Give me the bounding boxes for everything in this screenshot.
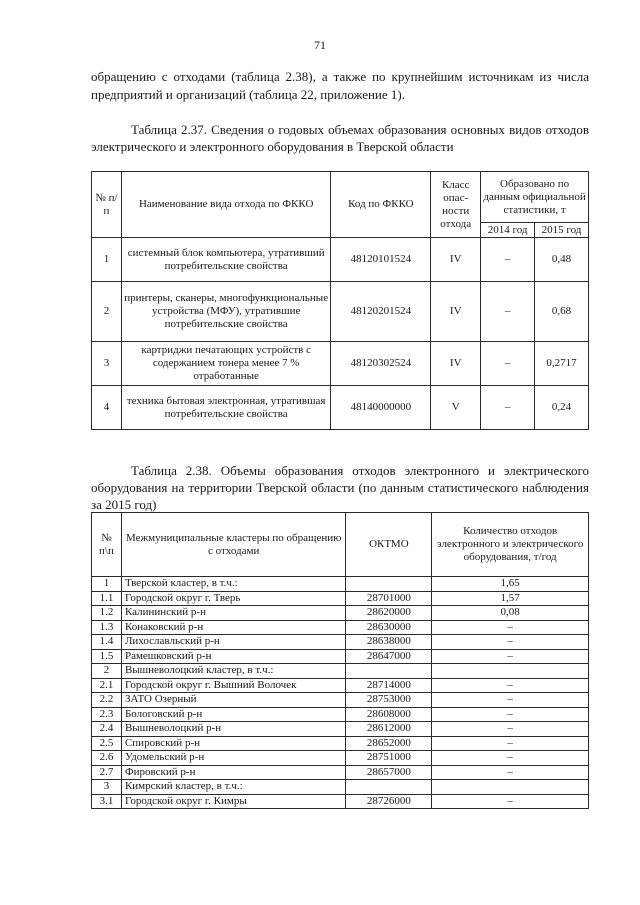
t2-row — [92, 794, 589, 809]
table-waste-volumes — [91, 171, 589, 430]
t2-cell-oktmo: 28714000 — [346, 678, 432, 693]
t2-cell-name: Конаковский р-н — [121, 620, 346, 635]
t2-cell-num: 2.6 — [92, 751, 122, 766]
t2-cell-num: 2.4 — [92, 722, 122, 737]
t2-row — [92, 635, 589, 650]
t2-cell-name: Лихославльский р-н — [121, 635, 346, 650]
t2-cell-amount: – — [432, 751, 589, 766]
t1-cell-class: IV — [431, 342, 481, 386]
t2-cell-name: Вышневолоцкий р-н — [121, 722, 346, 737]
t1-cell-2014: – — [481, 386, 535, 430]
t1-row — [92, 386, 589, 430]
t2-cell-amount: – — [432, 693, 589, 708]
t2-row — [92, 736, 589, 751]
t2-cell-name: Городской округ г. Тверь — [121, 591, 346, 606]
t2-cell-num: 1.5 — [92, 649, 122, 664]
t1-cell-name: техника бытовая электронная, утратившая потребительские свойства — [121, 386, 331, 430]
t1-cell-num: 3 — [92, 342, 122, 386]
t1-header-num: № п/п — [92, 172, 122, 238]
t2-cell-num: 2.5 — [92, 736, 122, 751]
t1-cell-num: 4 — [92, 386, 122, 430]
t2-row — [92, 606, 589, 621]
t1-row — [92, 282, 589, 342]
table1-caption: Таблица 2.37. Сведения о годовых объемах образования основных видов отходов электрического и электронного оборудования в Тверской области — [91, 122, 589, 154]
t2-cell-num: 3.1 — [92, 794, 122, 809]
t2-cell-oktmo: 28612000 — [346, 722, 432, 737]
t2-cell-amount: – — [432, 765, 589, 780]
t2-cell-oktmo: 28608000 — [346, 707, 432, 722]
t2-row — [92, 765, 589, 780]
t2-row — [92, 577, 589, 592]
t2-cell-oktmo: 28638000 — [346, 635, 432, 650]
t2-cell-oktmo: 28647000 — [346, 649, 432, 664]
t2-cell-num: 1.2 — [92, 606, 122, 621]
t2-cell-name: Рамешковский р-н — [121, 649, 346, 664]
t2-cell-oktmo: 28753000 — [346, 693, 432, 708]
t1-cell-2014: – — [481, 282, 535, 342]
t2-cell-amount: – — [432, 649, 589, 664]
t2-cell-name: Удомельский р-н — [121, 751, 346, 766]
t2-cell-oktmo: 28701000 — [346, 591, 432, 606]
t2-row — [92, 722, 589, 737]
t2-header-oktmo: ОКТМО — [346, 513, 432, 577]
t2-cell-amount: – — [432, 620, 589, 635]
t1-cell-2014: – — [481, 238, 535, 282]
t2-cell-num: 1.1 — [92, 591, 122, 606]
t2-header-cluster: Межмуниципальные кластеры по обращению с отходами — [121, 513, 346, 577]
t2-cell-num: 3 — [92, 780, 122, 795]
t2-cell-name: Спировский р-н — [121, 736, 346, 751]
t2-cell-num: 1.3 — [92, 620, 122, 635]
t1-cell-2015: 0,2717 — [535, 342, 589, 386]
t2-cell-name: Кимрский кластер, в т.ч.: — [121, 780, 346, 795]
t1-cell-code: 48120201524 — [331, 282, 431, 342]
t2-cell-amount — [432, 664, 589, 679]
t2-row — [92, 591, 589, 606]
t1-cell-num: 1 — [92, 238, 122, 282]
t2-header-num: № п\п — [92, 513, 122, 577]
t2-cell-num: 2 — [92, 664, 122, 679]
t2-cell-num: 2.1 — [92, 678, 122, 693]
t1-cell-class: V — [431, 386, 481, 430]
t2-cell-name: ЗАТО Озерный — [121, 693, 346, 708]
t2-cell-amount: 1,65 — [432, 577, 589, 592]
t2-row — [92, 707, 589, 722]
t2-cell-name: Вышневолоцкий кластер, в т.ч.: — [121, 664, 346, 679]
t2-cell-amount: – — [432, 736, 589, 751]
t2-header-amount: Количество отходов электронного и электрического оборудования, т/год — [432, 513, 589, 577]
intro-paragraph: обращению с отходами (таблица 2.38), а также по крупнейшим источникам из числа предприятий и организаций (таблица 22, приложение 1). — [91, 69, 589, 102]
t1-cell-class: IV — [431, 238, 481, 282]
t1-cell-2015: 0,68 — [535, 282, 589, 342]
t2-cell-amount: 1,57 — [432, 591, 589, 606]
t2-cell-amount: – — [432, 794, 589, 809]
t2-row — [92, 693, 589, 708]
t1-row — [92, 238, 589, 282]
t2-cell-oktmo: 28751000 — [346, 751, 432, 766]
t2-cell-name: Городской округ г. Кимры — [121, 794, 346, 809]
t1-cell-code: 48120101524 — [331, 238, 431, 282]
t2-cell-name: Городской округ г. Вышний Волочек — [121, 678, 346, 693]
t2-cell-amount: – — [432, 722, 589, 737]
t2-cell-oktmo: 28652000 — [346, 736, 432, 751]
t2-cell-name: Фировский р-н — [121, 765, 346, 780]
t2-cell-oktmo: 28657000 — [346, 765, 432, 780]
t1-cell-code: 48140000000 — [331, 386, 431, 430]
t2-cell-num: 1 — [92, 577, 122, 592]
t2-cell-oktmo: 28630000 — [346, 620, 432, 635]
t2-cell-oktmo — [346, 780, 432, 795]
t2-cell-name: Тверской кластер, в т.ч.: — [121, 577, 346, 592]
t2-cell-oktmo: 28726000 — [346, 794, 432, 809]
t1-header-code: Код по ФККО — [331, 172, 431, 238]
t1-cell-num: 2 — [92, 282, 122, 342]
t2-cell-oktmo: 28620000 — [346, 606, 432, 621]
t2-cell-name: Бологовский р-н — [121, 707, 346, 722]
t1-row — [92, 342, 589, 386]
t1-cell-code: 48120302524 — [331, 342, 431, 386]
t2-cell-oktmo — [346, 577, 432, 592]
t2-row — [92, 620, 589, 635]
t1-header-formed: Образовано по данным официальной статистики, т — [481, 172, 589, 223]
page-number: 71 — [314, 38, 326, 52]
t2-row — [92, 664, 589, 679]
t1-header-2015: 2015 год — [535, 223, 589, 238]
t2-row — [92, 780, 589, 795]
t2-cell-num: 2.3 — [92, 707, 122, 722]
t2-cell-num: 2.2 — [92, 693, 122, 708]
t2-cell-amount: 0,08 — [432, 606, 589, 621]
t1-header-name: Наименование вида отхода по ФККО — [121, 172, 331, 238]
table-cluster-volumes — [91, 512, 589, 809]
t1-header-class: Класс опас-ности отхода — [431, 172, 481, 238]
t2-row — [92, 678, 589, 693]
t2-cell-amount: – — [432, 678, 589, 693]
t1-cell-2014: – — [481, 342, 535, 386]
t1-cell-name: системный блок компьютера, утративший потребительские свойства — [121, 238, 331, 282]
t2-cell-num: 1.4 — [92, 635, 122, 650]
t1-cell-name: картриджи печатающих устройств с содержанием тонера менее 7 % отработанные — [121, 342, 331, 386]
t1-header-2014: 2014 год — [481, 223, 535, 238]
t1-cell-2015: 0,24 — [535, 386, 589, 430]
t2-row — [92, 751, 589, 766]
t2-cell-num: 2.7 — [92, 765, 122, 780]
t1-cell-2015: 0,48 — [535, 238, 589, 282]
t2-cell-oktmo — [346, 664, 432, 679]
t2-cell-amount: – — [432, 707, 589, 722]
table2-caption: Таблица 2.38. Объемы образования отходов электронного и электрического оборудования на территории Тверской области (по данным статистического наблюдения за 2015 год) — [91, 463, 589, 512]
t1-cell-class: IV — [431, 282, 481, 342]
t2-cell-amount — [432, 780, 589, 795]
t1-cell-name: принтеры, сканеры, многофункциональные устройства (МФУ), утратившие потребительские свойства — [121, 282, 331, 342]
t2-row — [92, 649, 589, 664]
t2-cell-amount: – — [432, 635, 589, 650]
t2-cell-name: Калининский р-н — [121, 606, 346, 621]
